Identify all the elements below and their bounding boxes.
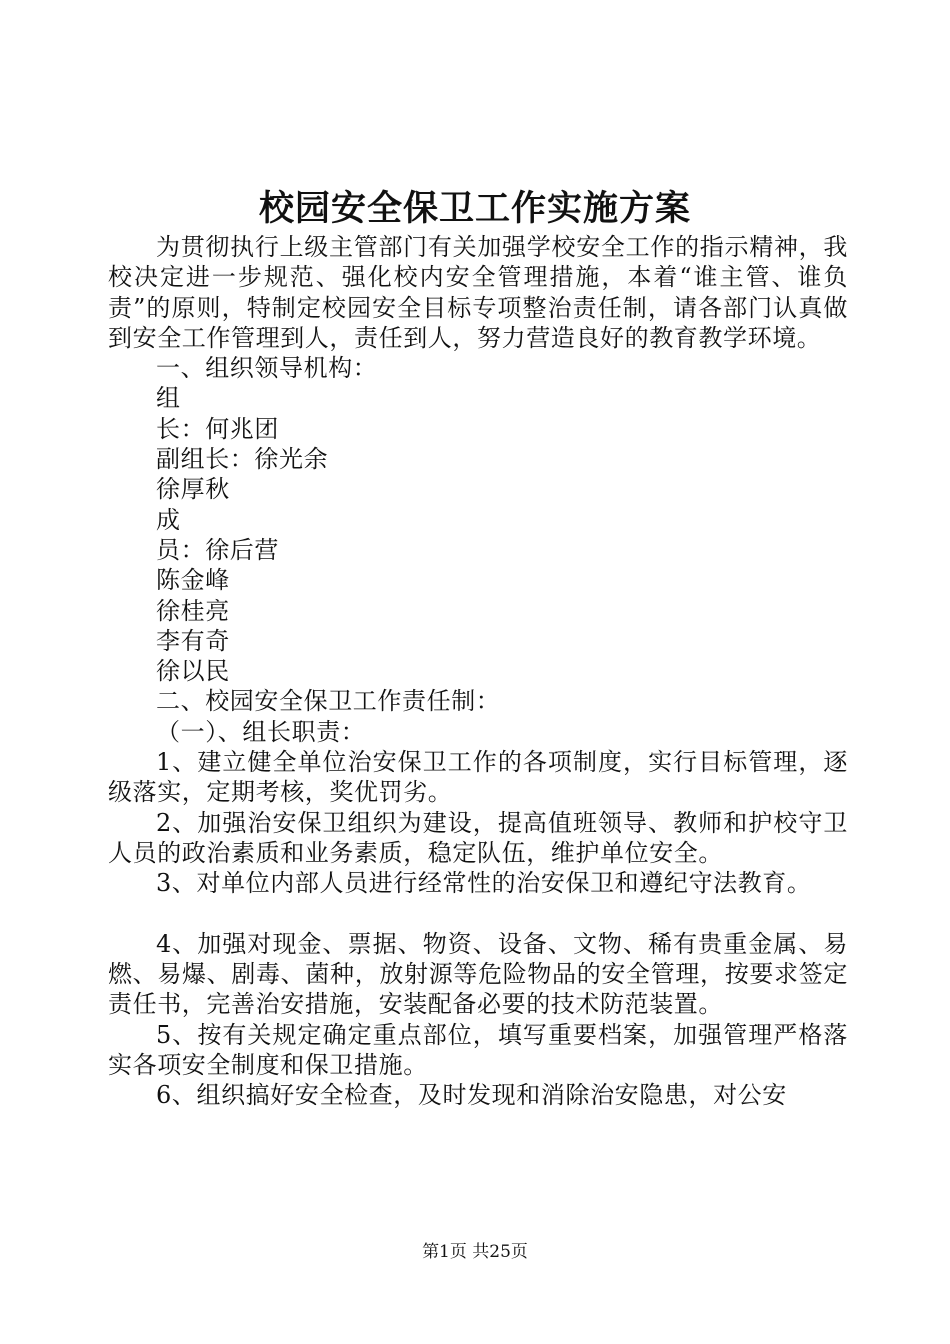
- list-item: 副组长：徐光余: [156, 445, 329, 474]
- list-item: 李有奇: [156, 626, 230, 655]
- list-item: 成: [156, 505, 181, 534]
- document-title: 校园安全保卫工作实施方案: [258, 188, 691, 229]
- duty-paragraph: 4、加强对现金、票据、物资、设备、文物、稀有贵重金属、易燃、易爆、剧毒、菌种，放射源等危险物品的安全管理，按要求签定责任书，完善治安措施，安装配备必要的技术防范装置。: [108, 929, 848, 1019]
- duty-paragraph: 2、加强治安保卫组织为建设，提高值班领导、教师和护校守卫人员的政治素质和业务素质，稳定队伍，维护单位安全。: [108, 808, 848, 867]
- section-heading-organization: 一、组织领导机构：: [156, 354, 378, 383]
- subsection-heading-leader-duties: （一）、组长职责：: [156, 717, 366, 746]
- list-item: 长：何兆团: [156, 414, 279, 443]
- duty-paragraph: 1、建立健全单位治安保卫工作的各项制度，实行目标管理，逐级落实，定期考核，奖优罚劣。: [108, 748, 848, 807]
- duty-paragraph: 6、组织搞好安全检查，及时发现和消除治安隐患，对公安: [156, 1081, 787, 1110]
- list-item: 徐以民: [156, 657, 230, 686]
- list-item: 徐桂亮: [156, 596, 230, 625]
- blank-line: [108, 899, 848, 929]
- document-body: [108, 232, 848, 1111]
- duty-paragraph: 3、对单位内部人员进行经常性的治安保卫和遵纪守法教育。: [156, 869, 812, 898]
- duty-paragraph: 5、按有关规定确定重点部位，填写重要档案，加强管理严格落实各项安全制度和保卫措施。: [108, 1020, 848, 1080]
- list-item: 徐厚秋: [156, 475, 230, 504]
- section-heading-responsibility: 二、校园安全保卫工作责任制：: [156, 687, 501, 716]
- intro-paragraph: 为贯彻执行上级主管部门有关加强学校安全工作的指示精神，我校决定进一步规范、强化校内安全管理措施，本着“谁主管、谁负责”的原则，特制定校园安全目标专项整治责任制，请各部门认真做到安全工作管理到人，责任到人，努力营造良好的教育教学环境。: [108, 233, 848, 352]
- list-item: 员：徐后营: [156, 535, 279, 564]
- page-footer: 第1页 共25页: [422, 1242, 528, 1262]
- list-item: 陈金峰: [156, 566, 230, 595]
- list-item: 组: [156, 384, 181, 413]
